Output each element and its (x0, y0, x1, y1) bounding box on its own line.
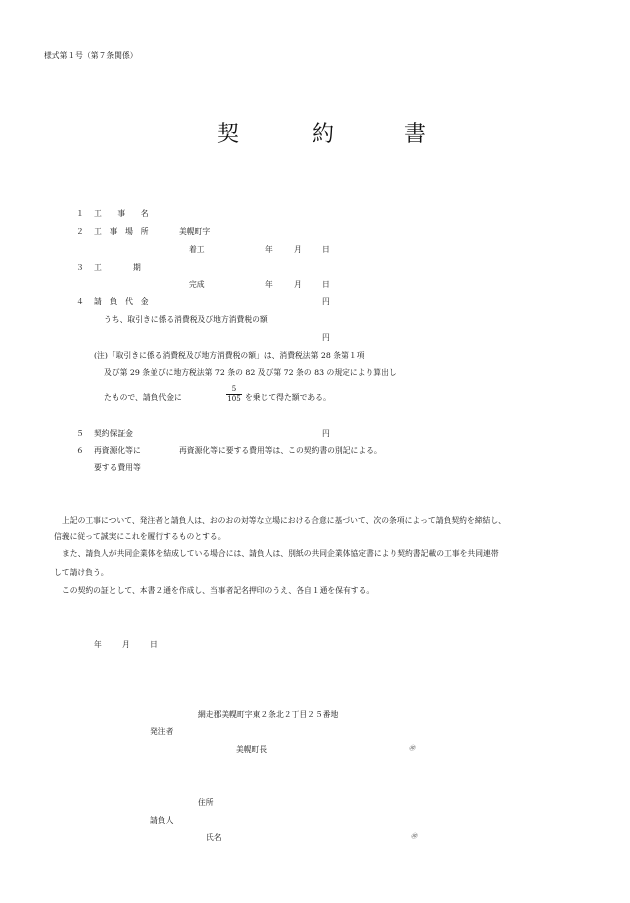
item-4-number: ４ (76, 297, 84, 306)
item-2-number: ２ (76, 227, 84, 236)
title-char-1: 契 (217, 122, 240, 147)
item-3-number: ３ (76, 263, 84, 272)
body-paragraph-3: この契約の証として、本書２通を作成し、当事者記名押印のうえ、各自１通を保有する。 (62, 586, 375, 595)
period-start-label: 着工 (189, 245, 205, 254)
item-6-number: ６ (76, 446, 84, 455)
note-line-3-post: を乗じて得た額である。 (245, 393, 331, 402)
price-label: 請 負 代 金 (94, 297, 149, 306)
work-name-label: 工 事 名 (94, 209, 149, 218)
orderer-address: 網走郡美幌町字東２条北２丁目２５番地 (198, 710, 339, 719)
fraction-numerator: 5 (226, 386, 242, 395)
tax-yen: 円 (322, 333, 330, 342)
note-line-1: (注)「取引きに係る消費税及び地方消費税の額」は、消費税法第 28 条第１項 (94, 351, 365, 360)
period-start-month: 月 (294, 245, 302, 254)
item-1-number: １ (76, 209, 84, 218)
tax-fraction (226, 386, 242, 403)
note-line-3-pre: たもので、請負代金に (104, 393, 182, 402)
contractor-address-label: 住所 (198, 798, 214, 807)
title-char-3: 書 (404, 122, 427, 147)
recycle-text: 再資源化等に要する費用等は、この契約書の別記による。 (179, 446, 382, 455)
body-paragraph-2-line-2: して請け負う。 (54, 568, 109, 577)
body-paragraph-1-line-1: 上記の工事について、発注者と請負人は、おのおの対等な立場における合意に基づいて、次の条項によって請負契約を締結し、 (62, 516, 506, 525)
contractor-role: 請負人 (150, 816, 174, 825)
security-label: 契約保証金 (94, 429, 133, 438)
date-day: 日 (150, 640, 158, 649)
orderer-name: 美幌町長 (236, 745, 268, 754)
period-end-month: 月 (294, 280, 302, 289)
body-paragraph-1-line-2: 信義に従って誠実にこれを履行するものとする。 (54, 532, 226, 541)
date-year: 年 (94, 640, 102, 649)
recycle-label-2: 要する費用等 (94, 463, 141, 472)
work-place-label: 工 事 場 所 (94, 227, 149, 236)
period-label: 工 期 (94, 263, 141, 272)
period-end-label: 完成 (189, 280, 205, 289)
title-char-2: 約 (312, 122, 335, 147)
item-5-number: ５ (76, 429, 84, 438)
period-start-day: 日 (322, 245, 330, 254)
form-number: 様式第１号（第７条関係） (44, 51, 138, 60)
security-yen: 円 (322, 429, 330, 438)
fraction-denominator: 105 (227, 395, 241, 403)
period-start-year: 年 (265, 245, 273, 254)
work-place-value: 美幌町字 (179, 227, 211, 236)
orderer-role: 発注者 (150, 727, 174, 736)
contractor-seal-icon: ㊞ (411, 833, 418, 840)
date-month: 月 (122, 640, 130, 649)
contractor-name-label: 氏名 (206, 833, 222, 842)
period-end-year: 年 (265, 280, 273, 289)
period-end-day: 日 (322, 280, 330, 289)
recycle-label-1: 再資源化等に (94, 446, 141, 455)
orderer-seal-icon: ㊞ (409, 745, 416, 752)
body-paragraph-2-line-1: また、請負人が共同企業体を結成している場合には、請負人は、別紙の共同企業体協定書により契約書記載の工事を共同連帯 (62, 549, 499, 558)
tax-label: うち、取引きに係る消費税及び地方消費税の額 (104, 315, 268, 324)
note-line-2: 及び第 29 条並びに地方税法第 72 条の 82 及び第 72 条の 83 の規定により算出し (104, 368, 397, 377)
price-yen: 円 (322, 297, 330, 306)
